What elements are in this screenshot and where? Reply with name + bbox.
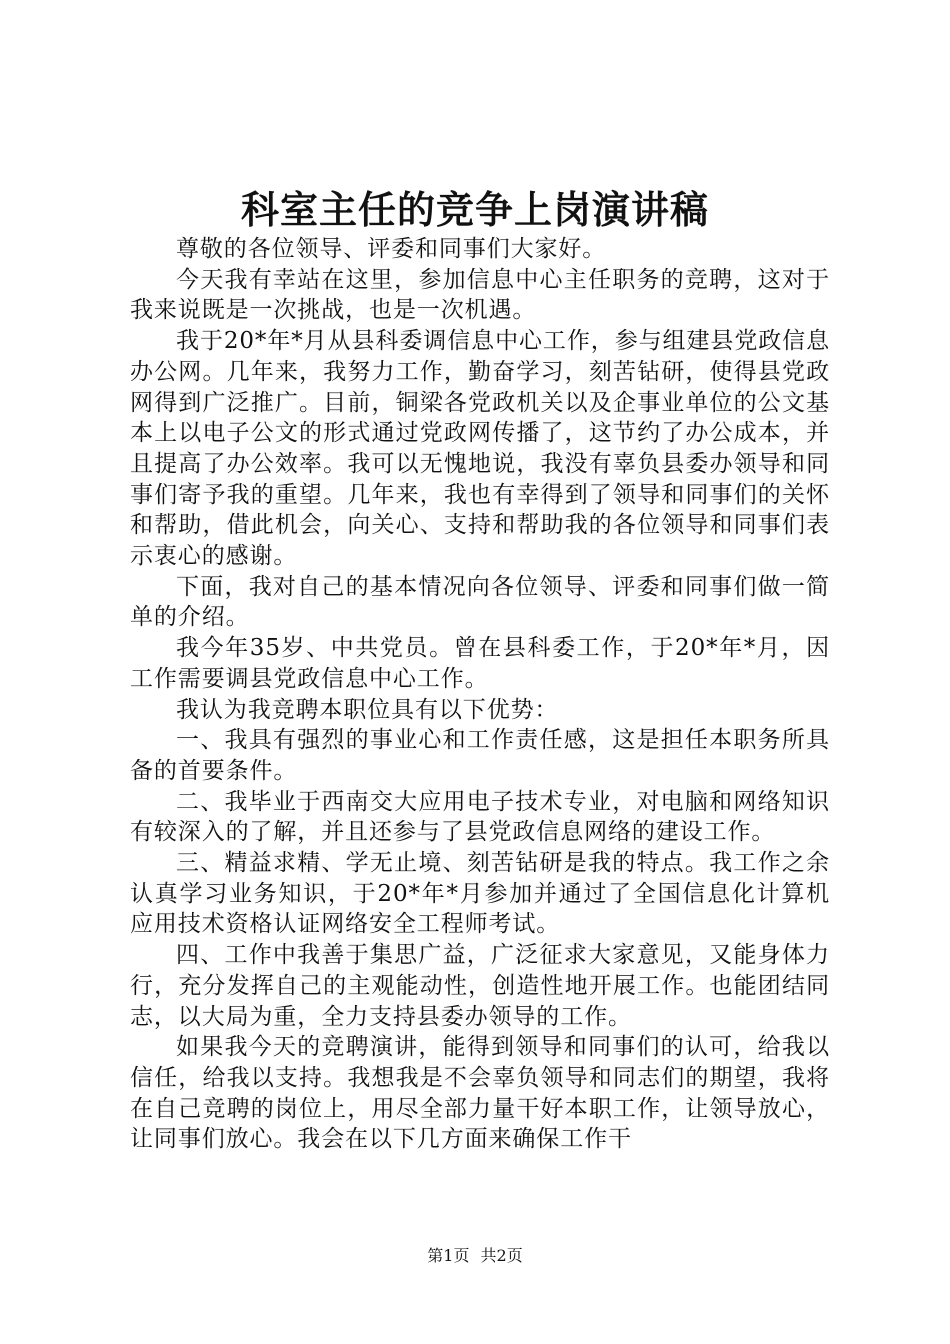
page-number-total: 共2页 bbox=[480, 1246, 523, 1265]
paragraph-advantage-1: 一、我具有强烈的事业心和工作责任感，这是担任本职务所具备的首要条件。 bbox=[130, 727, 830, 784]
paragraph-closing: 如果我今天的竞聘演讲，能得到领导和同事们的认可，给我以信任，给我以支持。我想我是不会辜负领导和同志们的期望，我将在自己竞聘的岗位上，用尽全部力量干好本职工作，让领导放心，让同事们放心。我会在以下几方面来确保工作干 bbox=[130, 1034, 830, 1153]
paragraph-advantage-4: 四、工作中我善于集思广益，广泛征求大家意见，又能身体力行，充分发挥自己的主观能动性，创造性地开展工作。也能团结同志，以大局为重，全力支持县委办领导的工作。 bbox=[130, 942, 830, 1030]
paragraph-advantages-heading: 我认为我竞聘本职位具有以下优势： bbox=[176, 696, 559, 723]
document-body bbox=[130, 234, 830, 1155]
page-footer bbox=[0, 1245, 950, 1267]
paragraph-advantage-3: 三、精益求精、学无止境、刻苦钻研是我的特点。我工作之余认真学习业务知识，于20*年*月参加并通过了全国信息化计算机应用技术资格认证网络安全工程师考试。 bbox=[130, 850, 830, 938]
paragraph-intro: 今天我有幸站在这里，参加信息中心主任职务的竞聘，这对于我来说既是一次挑战，也是一次机遇。 bbox=[130, 266, 830, 324]
paragraph-greeting: 尊敬的各位领导、评委和同事们大家好。 bbox=[176, 236, 607, 262]
page-number-current: 第1页 bbox=[427, 1246, 470, 1265]
paragraph-advantage-2: 二、我毕业于西南交大应用电子技术专业，对电脑和网络知识有较深入的了解，并且还参与了县党政信息网络的建设工作。 bbox=[130, 788, 830, 846]
document-title: 科室主任的竞争上岗演讲稿 bbox=[240, 187, 709, 232]
paragraph-background: 我今年35岁、中共党员。曾在县科委工作，于20*年*月，因工作需要调县党政信息中心工作。 bbox=[130, 635, 830, 692]
paragraph-self-intro: 下面，我对自己的基本情况向各位领导、评委和同事们做一简单的介绍。 bbox=[130, 573, 830, 631]
paragraph-work-history: 我于20*年*月从县科委调信息中心工作，参与组建县党政信息办公网。几年来，我努力工作，勤奋学习，刻苦钻研，使得县党政网得到广泛推广。目前，铜梁各党政机关以及企事业单位的公文基本上以电子公文的形式通过党政网传播了，这节约了办公成本，并且提高了办公效率。我可以无愧地说，我没有辜负县委办领导和同事们寄予我的重望。几年来，我也有幸得到了领导和同事们的关怀和帮助，借此机会，向关心、支持和帮助我的各位领导和同事们表示衷心的感谢。 bbox=[130, 328, 830, 570]
